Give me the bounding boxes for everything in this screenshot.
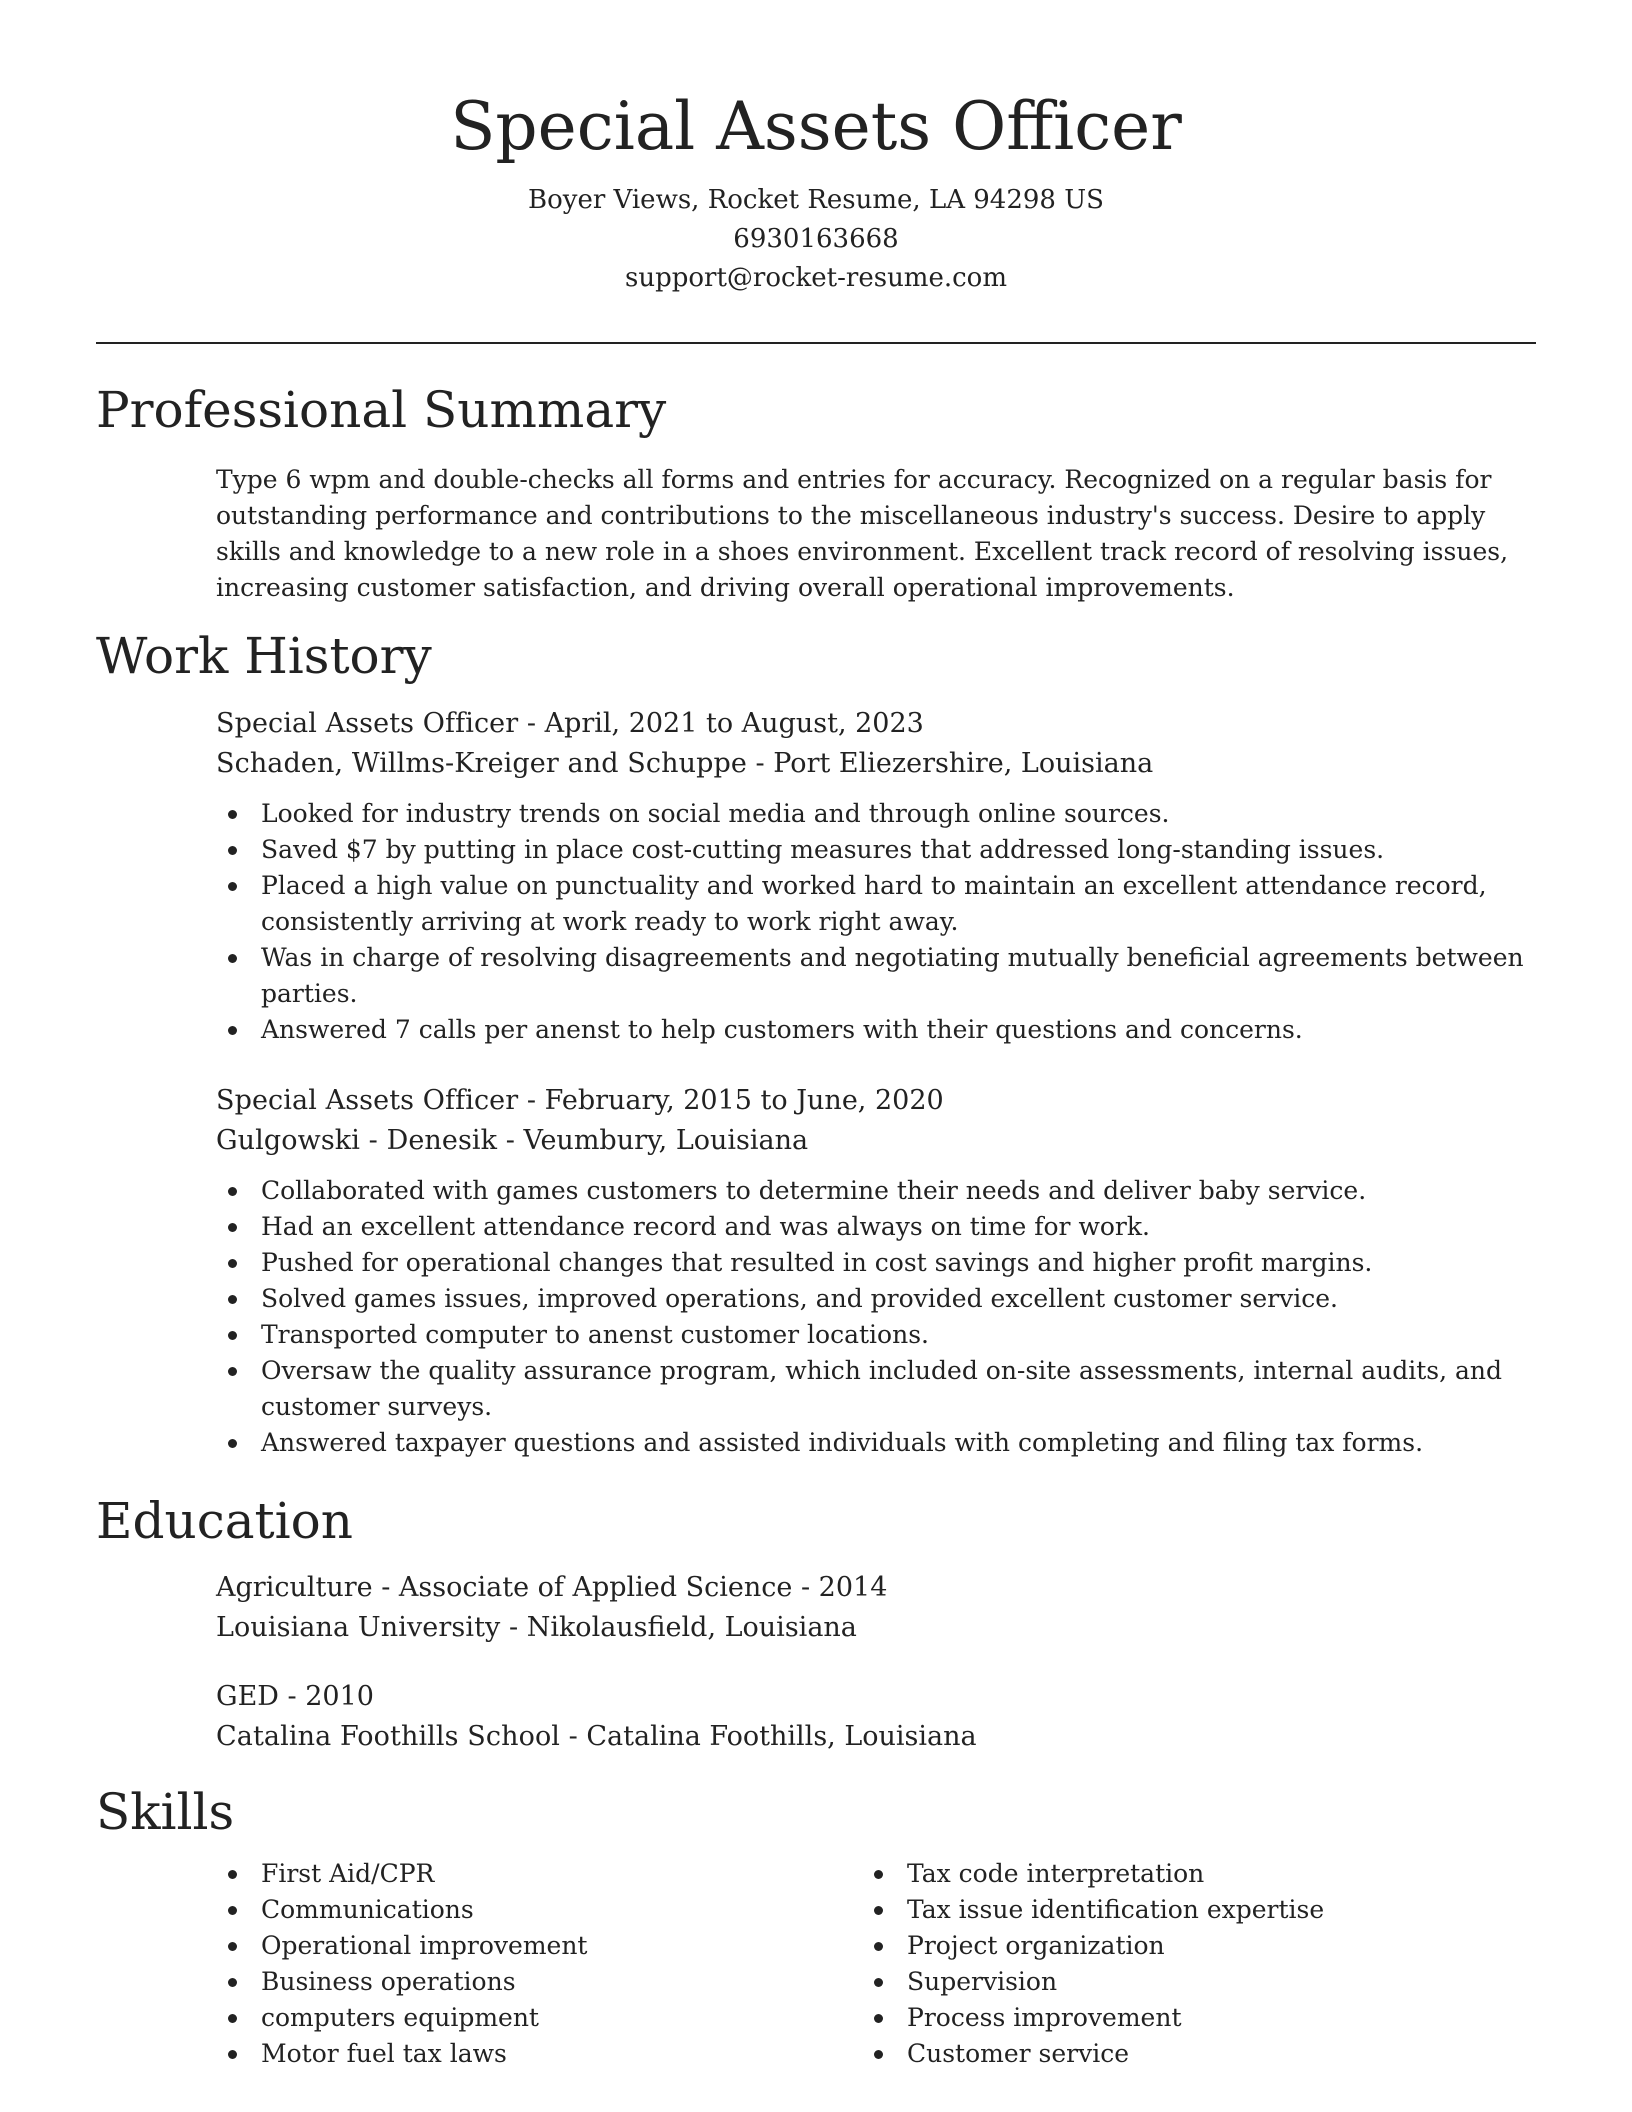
- skill-text: Process improvement: [907, 2003, 1182, 2032]
- list-item: [216, 1892, 856, 1928]
- separator: -: [518, 1085, 545, 1116]
- list-item: [216, 1964, 856, 2000]
- bullet-icon: [874, 2014, 883, 2023]
- section-title-education: Education: [96, 1492, 353, 1550]
- job-entry: [216, 704, 1536, 784]
- education-field: Agriculture: [216, 1572, 373, 1603]
- section-title-skills: Skills: [96, 1783, 235, 1841]
- list-item: [216, 1353, 1546, 1425]
- bullet-text: Placed a high value on punctuality and worked hard to maintain an excellent attendance record, consistently arriving at work ready to work right away.: [261, 871, 1487, 936]
- list-item: [862, 2000, 1502, 2036]
- separator: -: [746, 748, 774, 779]
- skill-text: computers equipment: [261, 2003, 539, 2032]
- header-divider: [96, 342, 1536, 344]
- education-degree: GED: [216, 1681, 279, 1712]
- bullet-text: Oversaw the quality assurance program, which included on-site assessments, internal audits, and customer surveys.: [261, 1356, 1502, 1421]
- section-title-work-history: Work History: [96, 627, 432, 685]
- bullet-icon: [228, 1295, 237, 1304]
- education-location: Nikolausfield, Louisiana: [526, 1612, 857, 1643]
- job-bullets: [216, 796, 1546, 1048]
- list-item: [216, 1012, 1546, 1048]
- list-item: [216, 1856, 856, 1892]
- skill-text: Operational improvement: [261, 1931, 588, 1960]
- list-item: [216, 868, 1546, 940]
- bullet-text: Transported computer to anenst customer locations.: [261, 1320, 929, 1349]
- education-entry: [216, 1677, 1536, 1757]
- separator: -: [500, 1612, 527, 1643]
- job-company-line: [216, 744, 1536, 784]
- bullet-icon: [228, 2014, 237, 2023]
- bullet-icon: [228, 1870, 237, 1879]
- skill-text: Motor fuel tax laws: [261, 2039, 507, 2068]
- separator: -: [560, 1721, 587, 1752]
- bullet-text: Collaborated with games customers to determine their needs and deliver baby service.: [261, 1176, 1367, 1205]
- skill-text: Supervision: [907, 1967, 1058, 1996]
- skill-text: Tax code interpretation: [907, 1859, 1205, 1888]
- separator: -: [518, 708, 545, 739]
- separator: -: [497, 1125, 524, 1156]
- list-item: [216, 832, 1546, 868]
- email-address: support@rocket-resume.com: [624, 263, 1007, 293]
- bullet-icon: [228, 1439, 237, 1448]
- education-year: 2014: [818, 1572, 888, 1603]
- list-item: [216, 1425, 1546, 1461]
- list-item: [216, 940, 1546, 1012]
- skill-text: Business operations: [261, 1967, 516, 1996]
- bullet-icon: [874, 1942, 883, 1951]
- bullet-icon: [228, 1942, 237, 1951]
- list-item: [216, 2036, 856, 2072]
- job-company: Gulgowski - Denesik: [216, 1125, 498, 1156]
- bullet-icon: [228, 1906, 237, 1915]
- list-item: [216, 1245, 1546, 1281]
- bullet-icon: [228, 954, 237, 963]
- job-dates: February, 2015 to June, 2020: [544, 1085, 944, 1116]
- job-title-line: [216, 1081, 1536, 1121]
- job-company-line: [216, 1121, 1536, 1161]
- skill-text: Project organization: [907, 1931, 1165, 1960]
- section-title-summary: Professional Summary: [96, 381, 667, 439]
- bullet-icon: [228, 1367, 237, 1376]
- skills-list-right: [862, 1856, 1502, 2072]
- job-location: Veumbury, Louisiana: [523, 1125, 809, 1156]
- job-dates: April, 2021 to August, 2023: [544, 708, 924, 739]
- contact-info: [0, 181, 1632, 298]
- list-item: [862, 1892, 1502, 1928]
- bullet-icon: [228, 1331, 237, 1340]
- bullet-icon: [228, 846, 237, 855]
- bullet-text: Pushed for operational changes that resulted in cost savings and higher profit margins.: [261, 1248, 1373, 1277]
- list-item: [862, 1928, 1502, 1964]
- education-year: 2010: [305, 1681, 374, 1712]
- education-school-line: [216, 1717, 1536, 1757]
- separator: -: [278, 1681, 306, 1712]
- address: Boyer Views, Rocket Resume, LA 94298 US: [528, 185, 1104, 215]
- bullet-icon: [228, 810, 237, 819]
- education-location: Catalina Foothills, Louisiana: [586, 1721, 977, 1752]
- bullet-icon: [228, 1259, 237, 1268]
- job-bullets: [216, 1173, 1546, 1461]
- bullet-icon: [874, 2050, 883, 2059]
- skill-text: First Aid/CPR: [261, 1859, 435, 1888]
- bullet-icon: [874, 1870, 883, 1879]
- bullet-icon: [228, 882, 237, 891]
- job-position: Special Assets Officer: [216, 708, 519, 739]
- phone-number: 6930163668: [733, 224, 899, 254]
- summary-text: Type 6 wpm and double-checks all forms and entries for accuracy. Recognized on a regular basis for outstanding performance and contributions to the miscellaneous industry's success. Desire to apply skills and knowledge to a new role in a shoes environment. Excellent track record of resolving issues, increasing customer satisfaction, and driving overall operational improvements.: [216, 465, 1509, 602]
- list-item: [216, 2000, 856, 2036]
- list-item: [216, 1317, 1546, 1353]
- bullet-text: Looked for industry trends on social media and through online sources.: [261, 799, 1170, 828]
- list-item: [862, 1964, 1502, 2000]
- bullet-text: Solved games issues, improved operations, and provided excellent customer service.: [261, 1284, 1338, 1313]
- bullet-text: Had an excellent attendance record and was always on time for work.: [261, 1212, 1150, 1241]
- separator: -: [792, 1572, 819, 1603]
- list-item: [862, 1856, 1502, 1892]
- bullet-icon: [228, 1187, 237, 1196]
- bullet-icon: [228, 1026, 237, 1035]
- list-item: [216, 1928, 856, 1964]
- skills-list-left: [216, 1856, 856, 2072]
- bullet-icon: [228, 1223, 237, 1232]
- job-location: Port Eliezershire, Louisiana: [773, 748, 1154, 779]
- candidate-title: Special Assets Officer: [450, 88, 1182, 165]
- bullet-icon: [874, 1978, 883, 1987]
- job-position: Special Assets Officer: [216, 1085, 519, 1116]
- list-item: [216, 1173, 1546, 1209]
- job-title-line: [216, 704, 1536, 744]
- bullet-icon: [874, 1906, 883, 1915]
- education-entry: [216, 1568, 1536, 1648]
- list-item: [862, 2036, 1502, 2072]
- skill-text: Customer service: [907, 2039, 1130, 2068]
- separator: -: [372, 1572, 399, 1603]
- education-school: Catalina Foothills School: [216, 1721, 561, 1752]
- education-degree-line: [216, 1677, 1536, 1717]
- bullet-icon: [228, 2050, 237, 2059]
- list-item: [216, 1209, 1546, 1245]
- education-degree-line: [216, 1568, 1536, 1608]
- bullet-icon: [228, 1978, 237, 1987]
- list-item: [216, 796, 1546, 832]
- list-item: [216, 1281, 1546, 1317]
- skill-text: Communications: [261, 1895, 474, 1924]
- bullet-text: Answered taxpayer questions and assisted individuals with completing and filing tax forms.: [261, 1428, 1424, 1457]
- resume-header: [0, 82, 1632, 298]
- education-degree: Associate of Applied Science: [398, 1572, 793, 1603]
- bullet-text: Was in charge of resolving disagreements and negotiating mutually beneficial agreements between parties.: [261, 943, 1524, 1008]
- job-company: Schaden, Willms-Kreiger and Schuppe: [216, 748, 747, 779]
- bullet-text: Answered 7 calls per anenst to help customers with their questions and concerns.: [261, 1015, 1303, 1044]
- skill-text: Tax issue identification expertise: [907, 1895, 1325, 1924]
- education-school: Louisiana University: [216, 1612, 501, 1643]
- job-entry: [216, 1081, 1536, 1161]
- bullet-text: Saved $7 by putting in place cost-cutting measures that addressed long-standing issues.: [261, 835, 1385, 864]
- education-school-line: [216, 1608, 1536, 1648]
